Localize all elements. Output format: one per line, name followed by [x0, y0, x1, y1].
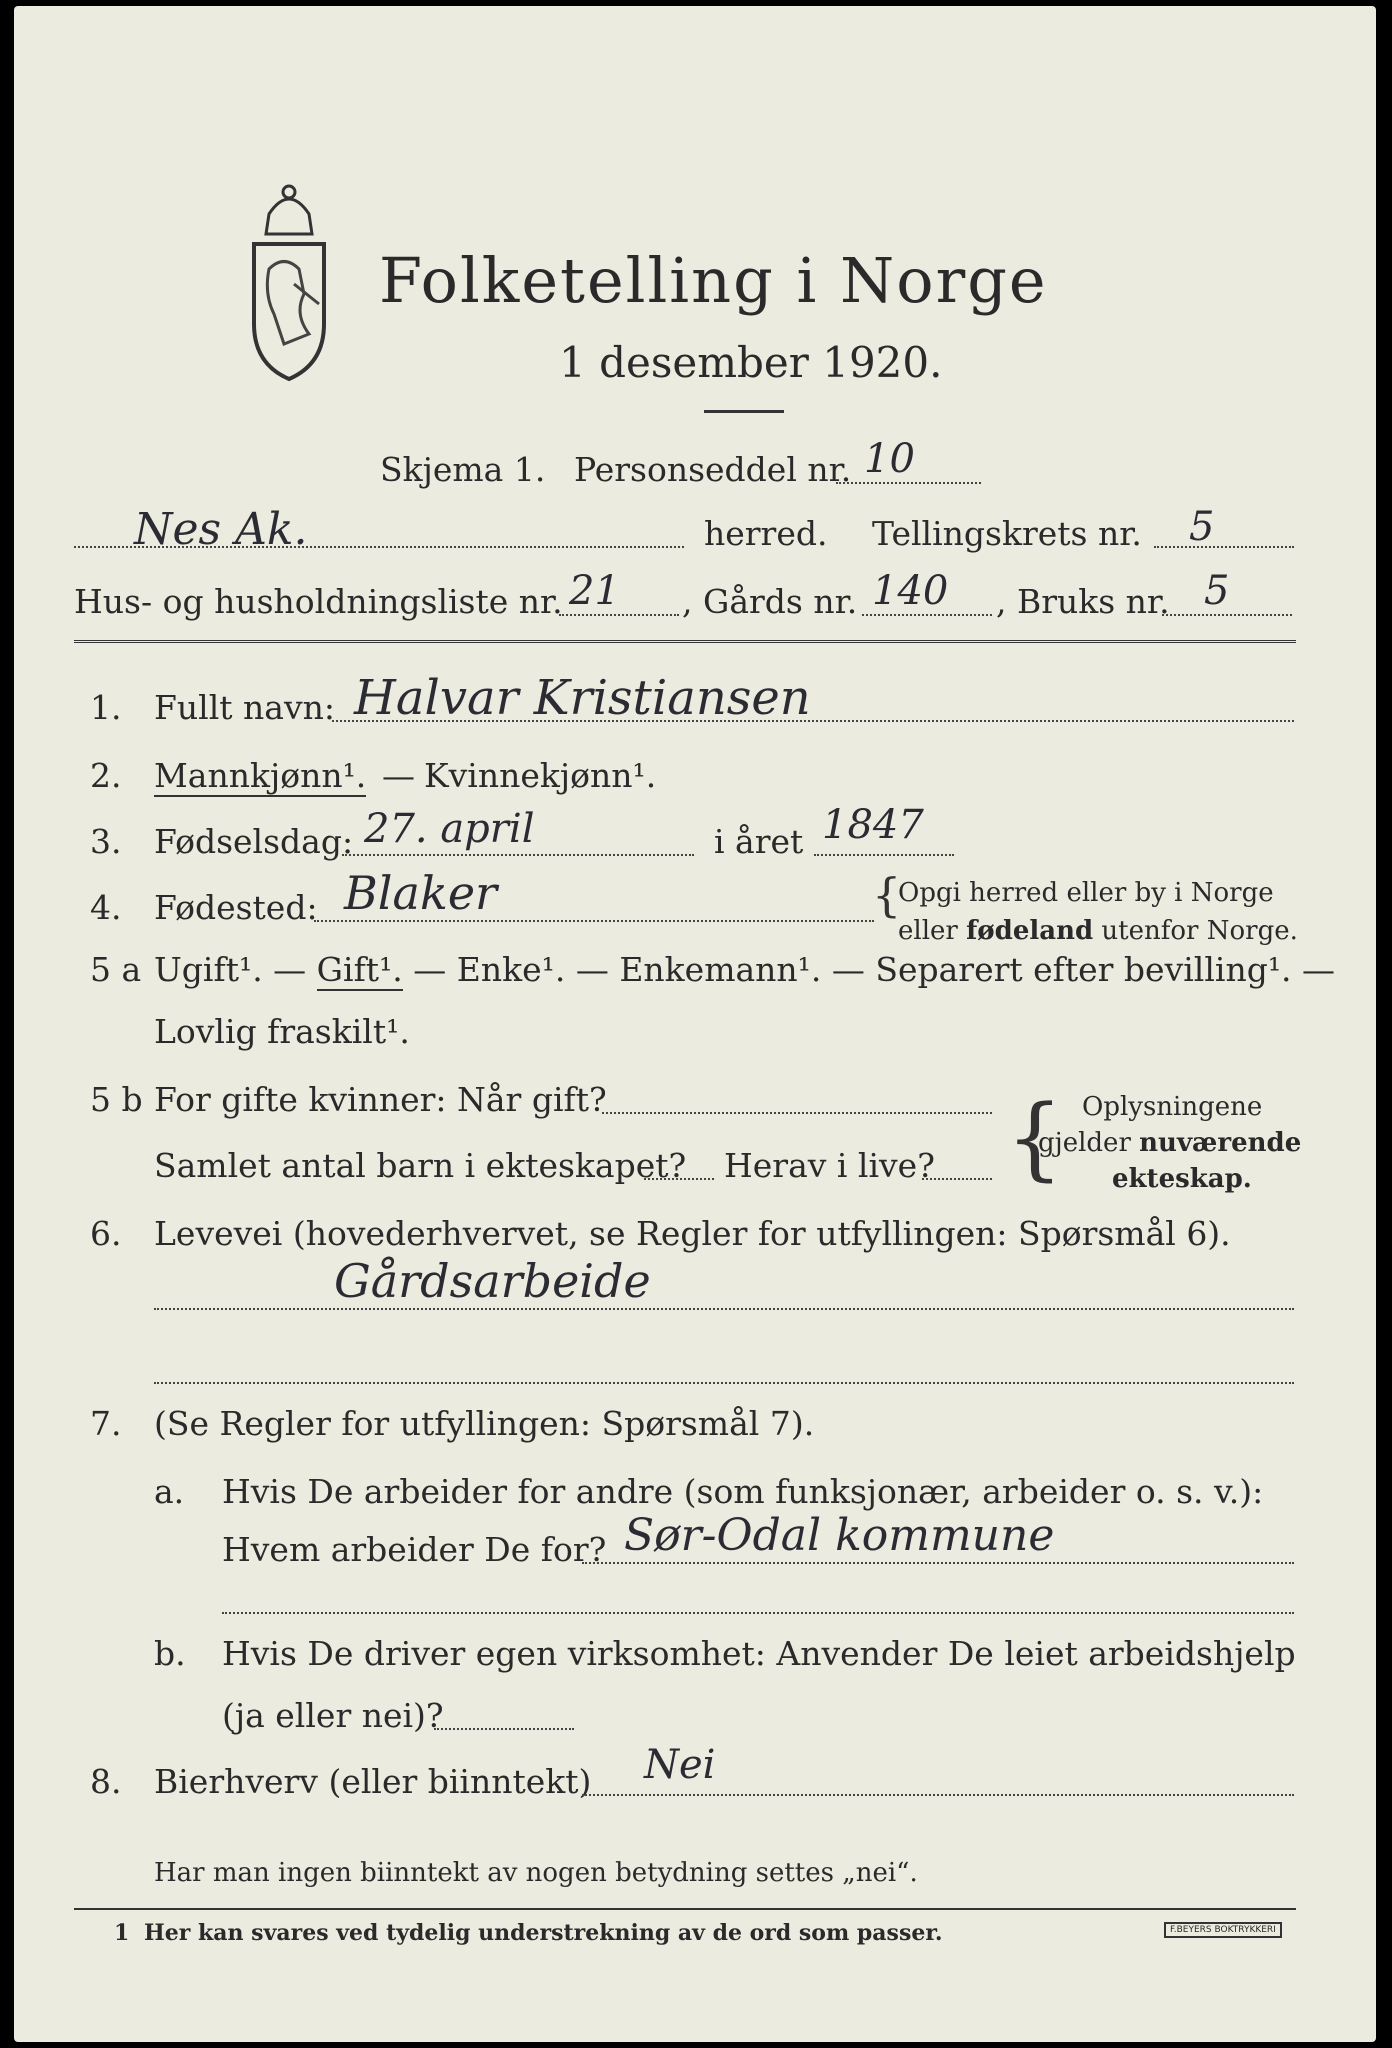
- header-divider: [74, 640, 1296, 643]
- alive-line: [922, 1178, 992, 1180]
- employer-line2: [222, 1612, 1294, 1614]
- female-option[interactable]: Kvinnekjønn¹.: [424, 756, 657, 795]
- q3-number: 3.: [90, 822, 122, 861]
- title-divider: [704, 410, 784, 413]
- gards-line: [862, 614, 992, 616]
- q8-line: [582, 1794, 1294, 1796]
- male-option[interactable]: Mannkjønn¹.: [154, 756, 367, 795]
- q5b-note-line3: ekteskap.: [1112, 1164, 1252, 1194]
- q8-number: 8.: [90, 1762, 122, 1801]
- q1-number: 1.: [90, 688, 122, 727]
- q6-label: Levevei (hovederhvervet, se Regler for utfyllingen: Spørsmål 6).: [154, 1214, 1231, 1253]
- birthplace-value[interactable]: Blaker: [344, 866, 498, 920]
- bruks-line: [1162, 614, 1292, 616]
- q7b-line2: (ja eller nei)?: [222, 1696, 444, 1735]
- tellingskrets-line: [1154, 546, 1294, 548]
- q5b-number: 5 b: [90, 1080, 143, 1119]
- bruks-label: , Bruks nr.: [996, 582, 1170, 621]
- q5b-brace: {: [1006, 1086, 1064, 1191]
- tellingskrets-label: Tellingskrets nr.: [872, 514, 1142, 553]
- q4-note-line2: eller fødeland utenfor Norge.: [898, 916, 1298, 946]
- q4-note-line1: Opgi herred eller by i Norge: [898, 878, 1274, 908]
- gift-option[interactable]: Gift¹.: [316, 950, 403, 989]
- gards-value[interactable]: 140: [872, 568, 949, 614]
- bruks-value[interactable]: 5: [1204, 568, 1230, 614]
- tellingskrets-value[interactable]: 5: [1189, 504, 1215, 550]
- q3-line: [342, 854, 694, 856]
- form-title: Folketelling i Norge: [379, 244, 1048, 317]
- biinntekt-note: Har man ingen biinntekt av nogen betydning settes „nei“.: [154, 1858, 918, 1888]
- herred-value[interactable]: Nes Ak.: [134, 504, 308, 555]
- herred-label: herred.: [704, 514, 828, 553]
- footnote-divider: [74, 1908, 1296, 1910]
- q6-line2: [154, 1382, 1294, 1384]
- personseddel-line: [836, 482, 981, 484]
- year-label: i året: [714, 822, 804, 861]
- printer-stamp: F.BEYERS BOKTRYKKERI: [1164, 1922, 1282, 1938]
- q3-label: Fødselsdag:: [154, 822, 354, 861]
- husliste-line: [559, 614, 679, 616]
- children-line: [644, 1178, 714, 1180]
- husliste-label: Hus- og husholdningsliste nr.: [74, 582, 563, 621]
- q4-brace: {: [872, 868, 902, 922]
- hired-help-line: [434, 1728, 574, 1730]
- q7a-number: a.: [154, 1472, 185, 1511]
- footnote-mark: 1: [114, 1920, 130, 1946]
- full-name-value[interactable]: Halvar Kristiansen: [354, 670, 811, 726]
- employer-line: [582, 1562, 1294, 1564]
- employer-value[interactable]: Sør-Odal kommune: [624, 1510, 1055, 1561]
- q6-number: 6.: [90, 1214, 122, 1253]
- married-when-line: [602, 1112, 992, 1114]
- q7-label: (Se Regler for utfyllingen: Spørsmål 7).: [154, 1404, 815, 1443]
- personseddel-label: Personseddel nr.: [574, 450, 852, 489]
- personseddel-value[interactable]: 10: [864, 436, 915, 482]
- census-date: 1 desember 1920.: [559, 338, 943, 387]
- occupation-value[interactable]: Gårdsarbeide: [334, 1254, 651, 1308]
- q2-separator: —: [382, 756, 415, 795]
- q6-line1: [154, 1308, 1294, 1310]
- birth-year-value[interactable]: 1847: [822, 802, 924, 848]
- skjema-label: Skjema 1.: [380, 450, 546, 489]
- q8-label: Bierhverv (eller biinntekt): [154, 1762, 592, 1801]
- q7a-line1: Hvis De arbeider for andre (som funksjonær, arbeider o. s. v.):: [222, 1472, 1264, 1511]
- q4-number: 4.: [90, 888, 122, 927]
- q5b-note-line1: Oplysningene: [1082, 1092, 1263, 1122]
- year-line: [814, 854, 954, 856]
- census-form: [14, 6, 1376, 2042]
- q7b-line1: Hvis De driver egen virksomhet: Anvender De leiet arbeidshjelp: [222, 1634, 1296, 1673]
- birthdate-value[interactable]: 27. april: [364, 806, 535, 852]
- norwegian-coat-of-arms-icon: [224, 174, 354, 384]
- q5b-children-label: Samlet antal barn i ekteskapet?: [154, 1146, 687, 1185]
- q4-line: [314, 920, 874, 922]
- q7a-line2: Hvem arbeider De for?: [222, 1530, 607, 1569]
- marital-status-options: Ugift¹. — Gift¹. — Enke¹. — Enkemann¹. — Separert efter bevilling¹. —: [154, 950, 1336, 989]
- divorced-option[interactable]: Lovlig fraskilt¹.: [154, 1012, 410, 1051]
- q2-number: 2.: [90, 756, 122, 795]
- q4-label: Fødested:: [154, 888, 318, 927]
- husliste-value[interactable]: 21: [569, 568, 620, 614]
- q5b-note-line2: gjelder nuværende: [1038, 1128, 1302, 1158]
- q5a-number: 5 a: [90, 950, 142, 989]
- q7b-number: b.: [154, 1634, 186, 1673]
- gards-label: , Gårds nr.: [682, 582, 858, 621]
- q5b-alive-label: Herav i live?: [724, 1146, 935, 1185]
- side-income-value[interactable]: Nei: [644, 1742, 716, 1788]
- footnote-text: Her kan svares ved tydelig understrekning av de ord som passer.: [144, 1920, 943, 1946]
- q1-label: Fullt navn:: [154, 688, 335, 727]
- q7-number: 7.: [90, 1404, 122, 1443]
- q5b-married-label: For gifte kvinner: Når gift?: [154, 1080, 607, 1119]
